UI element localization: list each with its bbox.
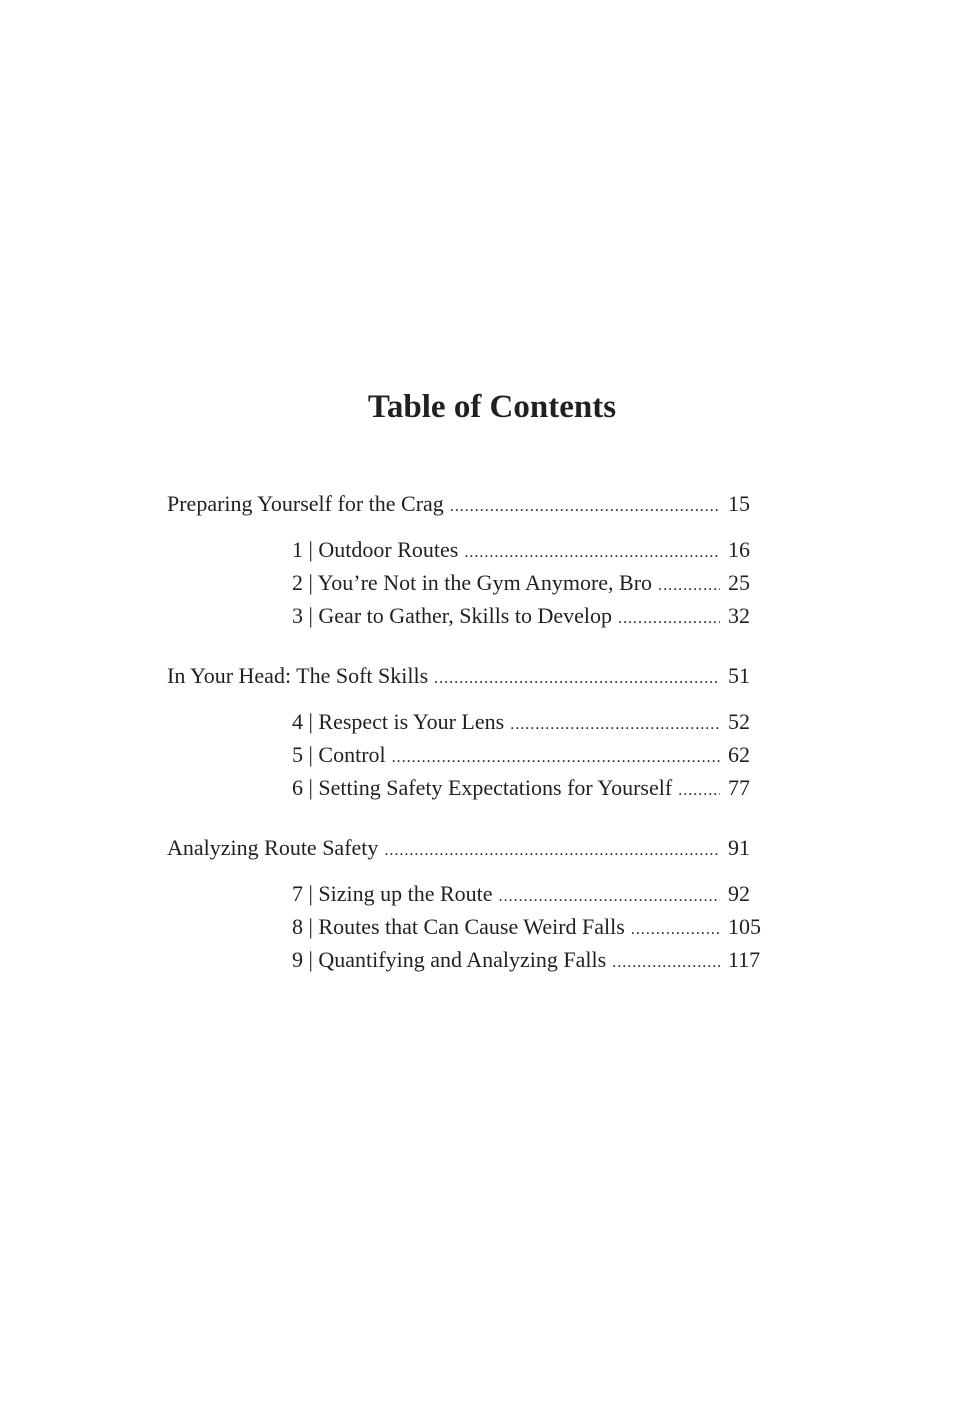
dot-leader bbox=[612, 948, 720, 978]
dot-leader bbox=[510, 710, 720, 740]
toc-chapter-entry[interactable] bbox=[167, 707, 770, 740]
toc-chapter-entry[interactable] bbox=[167, 945, 770, 978]
table-of-contents bbox=[167, 489, 770, 1005]
dot-leader bbox=[392, 743, 720, 773]
dot-leader bbox=[450, 492, 720, 522]
toc-chapter-entry[interactable] bbox=[167, 535, 770, 568]
part-title: In Your Head: The Soft Skills bbox=[167, 663, 429, 688]
page-number: 16 bbox=[728, 537, 750, 562]
chapter-title: 6 | Setting Safety Expectations for Yourself bbox=[292, 775, 673, 800]
dot-leader bbox=[678, 776, 720, 806]
toc-part bbox=[167, 489, 770, 634]
toc-chapter-entry[interactable] bbox=[167, 912, 770, 945]
page-number: 25 bbox=[728, 570, 750, 595]
chapter-title: 1 | Outdoor Routes bbox=[292, 537, 459, 562]
page-number: 77 bbox=[728, 775, 750, 800]
part-title: Analyzing Route Safety bbox=[167, 835, 379, 860]
toc-part-entry[interactable] bbox=[167, 489, 770, 522]
chapter-title: 5 | Control bbox=[292, 742, 386, 767]
page-number: 32 bbox=[728, 603, 750, 628]
page-number: 62 bbox=[728, 742, 750, 767]
dot-leader bbox=[631, 915, 720, 945]
chapter-title: 3 | Gear to Gather, Skills to Develop bbox=[292, 603, 613, 628]
page-number: 105 bbox=[728, 914, 761, 939]
page-title: Table of Contents bbox=[367, 389, 617, 425]
toc-part-entry[interactable] bbox=[167, 661, 770, 694]
dot-leader bbox=[499, 882, 720, 912]
chapter-title: 2 | You’re Not in the Gym Anymore, Bro bbox=[292, 570, 653, 595]
page-number: 52 bbox=[728, 709, 750, 734]
dot-leader bbox=[464, 538, 720, 568]
page-number: 117 bbox=[728, 947, 761, 972]
toc-part bbox=[167, 661, 770, 806]
toc-chapter-entry[interactable] bbox=[167, 773, 770, 806]
page-number: 15 bbox=[728, 491, 750, 516]
page-number: 91 bbox=[728, 835, 750, 860]
toc-part-entry[interactable] bbox=[167, 833, 770, 866]
page-number: 92 bbox=[728, 881, 750, 906]
part-title: Preparing Yourself for the Crag bbox=[167, 491, 444, 516]
chapter-title: 9 | Quantifying and Analyzing Falls bbox=[292, 947, 607, 972]
toc-part bbox=[167, 833, 770, 978]
toc-chapter-entry[interactable] bbox=[167, 740, 770, 773]
toc-chapter-entry[interactable] bbox=[167, 568, 770, 601]
toc-chapter-entry[interactable] bbox=[167, 879, 770, 912]
toc-chapter-entry[interactable] bbox=[167, 601, 770, 634]
dot-leader bbox=[618, 604, 720, 634]
dot-leader bbox=[384, 836, 720, 866]
dot-leader bbox=[658, 571, 720, 601]
dot-leader bbox=[434, 664, 720, 694]
page-number: 51 bbox=[728, 663, 750, 688]
chapter-title: 4 | Respect is Your Lens bbox=[292, 709, 505, 734]
chapter-title: 8 | Routes that Can Cause Weird Falls bbox=[292, 914, 625, 939]
chapter-title: 7 | Sizing up the Route bbox=[292, 881, 493, 906]
